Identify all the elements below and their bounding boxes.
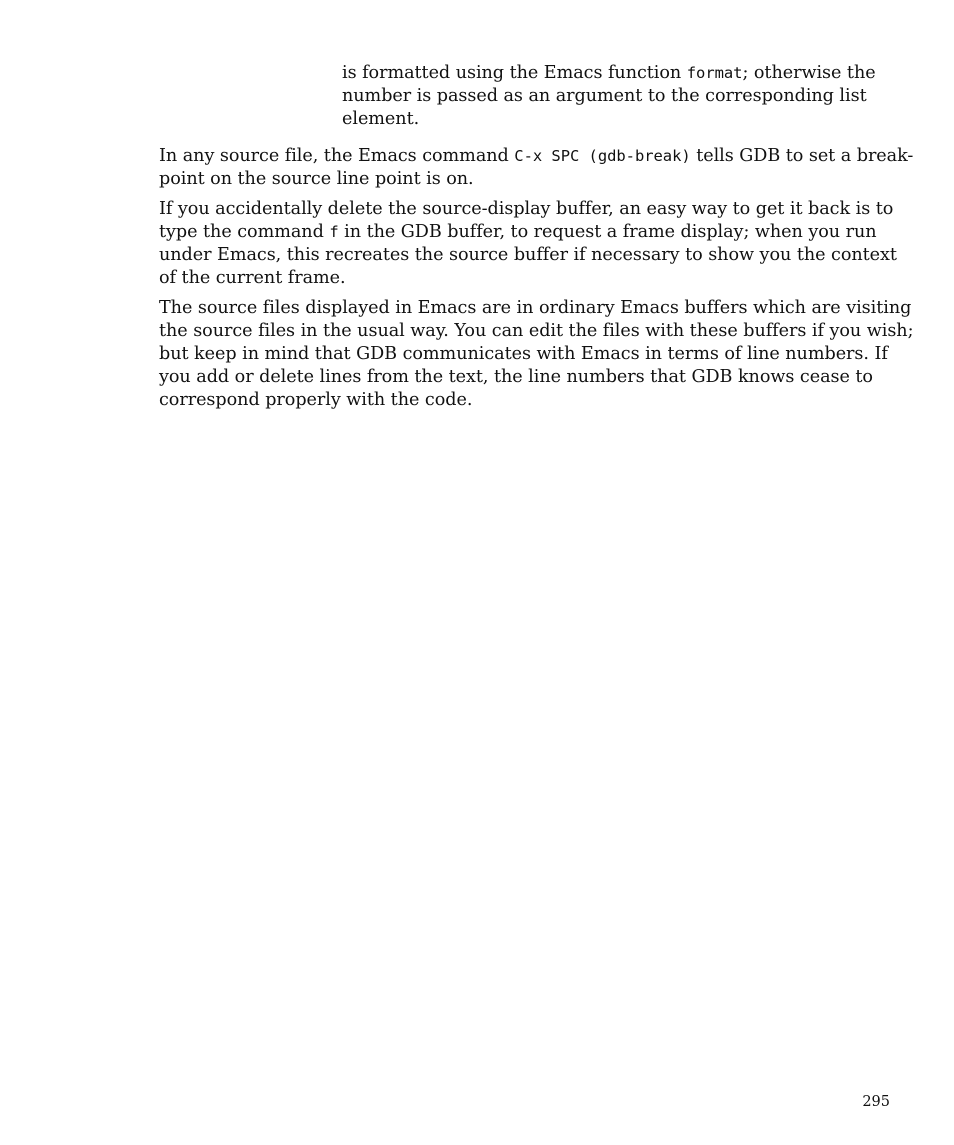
paragraph-text: If you accidentally delete the source-display buffer, an easy way to get it back is to type the command xyxy=(159,199,894,242)
source-files-paragraph: The source files displayed in Emacs are in ordinary Emacs buffers which are visiting the source files in the usual way. You can edit the files with these buffers if you wish; but keep in mind that GDB communicates with Emacs in terms of line numbers. If you add or delete lines from the text, the line numbers that GDB knows cease to correspond properly with the code. xyxy=(159,298,914,410)
paragraph-text: in the GDB buffer, to request a frame display; when you run under Emacs, this recreates the source buffer if necessary to show you the context of the current frame. xyxy=(159,222,897,288)
format-function-paragraph xyxy=(342,62,902,131)
paragraph-text: is formatted using the Emacs function xyxy=(342,63,687,83)
paragraph-text: In any source file, the Emacs command xyxy=(159,146,515,166)
inline-code: C-x SPC (gdb-break) xyxy=(514,147,691,165)
paragraph-text: tells GDB to set a break- point on the source line point is on. xyxy=(159,146,914,189)
inline-code: f xyxy=(329,223,339,241)
paragraph-text: ; otherwise the number is passed as an argument to the corresponding list element. xyxy=(342,63,876,129)
gdb-break-paragraph xyxy=(159,145,919,191)
page-number: 295 xyxy=(862,1094,890,1110)
inline-code: format xyxy=(686,64,743,82)
source-display-buffer-paragraph xyxy=(159,198,919,290)
